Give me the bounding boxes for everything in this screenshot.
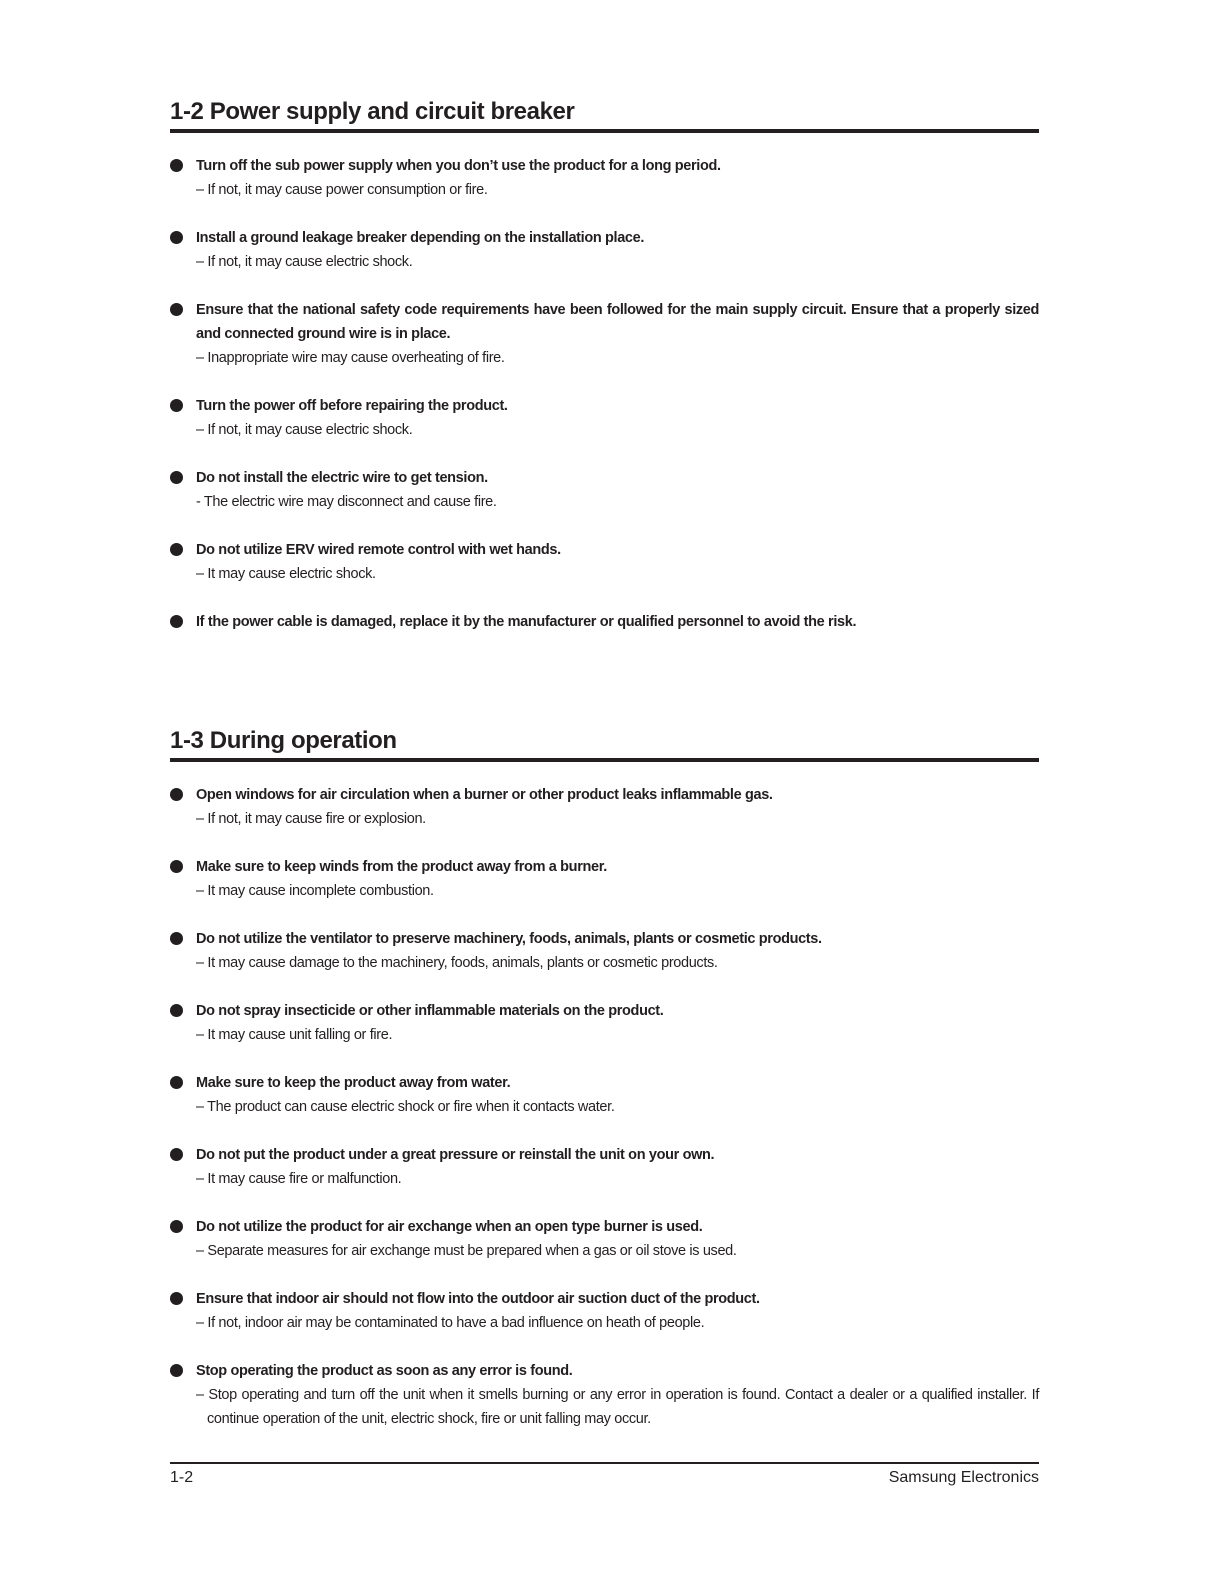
bullet-icon <box>170 471 183 484</box>
item-title: Do not utilize the ventilator to preserve machinery, foods, animals, plants or cosmetic products. <box>196 931 822 947</box>
bullet-icon <box>170 932 183 945</box>
bullet-icon <box>170 231 183 244</box>
item-title: Do not put the product under a great pressure or reinstall the unit on your own. <box>196 1147 715 1163</box>
item-note: – The product can cause electric shock or fire when it contacts water. <box>196 1099 615 1115</box>
section-during-operation <box>170 727 1039 1455</box>
list-item <box>170 1215 1039 1263</box>
item-title: Do not install the electric wire to get tension. <box>196 470 488 486</box>
bullet-icon <box>170 303 183 316</box>
item-title: Ensure that the national safety code requirements have been followed for the main supply circuit. Ensure that a properly sized and connected ground wire is in place. <box>196 302 1039 342</box>
list-item <box>170 927 1039 975</box>
list-item <box>170 538 1039 586</box>
item-list <box>170 783 1039 1431</box>
item-title: Install a ground leakage breaker depending on the installation place. <box>196 230 645 246</box>
list-item <box>170 1287 1039 1335</box>
item-note: – Stop operating and turn off the unit when it smells burning or any error in operation is found. Contact a dealer or a qualified installer. If continue operation of the unit, electric shock, fire or unit falling may occur. <box>196 1387 1039 1427</box>
list-item <box>170 466 1039 514</box>
bullet-icon <box>170 1292 183 1305</box>
item-title: If the power cable is damaged, replace it by the manufacturer or qualified personnel to avoid the risk. <box>196 614 857 630</box>
item-title: Do not utilize ERV wired remote control with wet hands. <box>196 542 561 558</box>
item-list <box>170 154 1039 634</box>
section-title: 1-3 During operation <box>170 727 1039 762</box>
list-item <box>170 298 1039 370</box>
bullet-icon <box>170 615 183 628</box>
list-item <box>170 610 1039 634</box>
item-title: Stop operating the product as soon as any error is found. <box>196 1363 573 1379</box>
item-note: – Inappropriate wire may cause overheating of fire. <box>196 350 505 366</box>
section-power-supply <box>170 98 1039 658</box>
item-note: – It may cause fire or malfunction. <box>196 1171 402 1187</box>
list-item <box>170 1071 1039 1119</box>
item-note: – It may cause unit falling or fire. <box>196 1027 393 1043</box>
item-note: – If not, it may cause electric shock. <box>196 422 413 438</box>
item-title: Open windows for air circulation when a burner or other product leaks inflammable gas. <box>196 787 773 803</box>
bullet-icon <box>170 1364 183 1377</box>
list-item <box>170 154 1039 202</box>
list-item <box>170 999 1039 1047</box>
company-name: Samsung Electronics <box>888 1469 1039 1486</box>
bullet-icon <box>170 1148 183 1161</box>
page-footer <box>170 1462 1039 1489</box>
list-item <box>170 783 1039 831</box>
item-note: – Separate measures for air exchange must be prepared when a gas or oil stove is used. <box>196 1243 737 1259</box>
item-note: – If not, it may cause electric shock. <box>196 254 413 270</box>
list-item <box>170 226 1039 274</box>
bullet-icon <box>170 860 183 873</box>
bullet-icon <box>170 1004 183 1017</box>
list-item <box>170 855 1039 903</box>
bullet-icon <box>170 543 183 556</box>
item-note: – If not, it may cause power consumption or fire. <box>196 182 488 198</box>
list-item <box>170 394 1039 442</box>
item-title: Do not utilize the product for air exchange when an open type burner is used. <box>196 1219 703 1235</box>
item-title: Make sure to keep the product away from water. <box>196 1075 511 1091</box>
bullet-icon <box>170 159 183 172</box>
item-title: Ensure that indoor air should not flow into the outdoor air suction duct of the product. <box>196 1291 760 1307</box>
item-note: – It may cause electric shock. <box>196 566 376 582</box>
section-title: 1-2 Power supply and circuit breaker <box>170 98 1039 133</box>
bullet-icon <box>170 788 183 801</box>
item-note: - The electric wire may disconnect and cause fire. <box>196 494 497 510</box>
item-title: Do not spray insecticide or other inflammable materials on the product. <box>196 1003 664 1019</box>
item-note: – It may cause incomplete combustion. <box>196 883 434 899</box>
page-number: 1-2 <box>170 1469 194 1486</box>
item-note: – It may cause damage to the machinery, foods, animals, plants or cosmetic products. <box>196 955 718 971</box>
list-item <box>170 1143 1039 1191</box>
bullet-icon <box>170 1220 183 1233</box>
item-title: Turn off the sub power supply when you don’t use the product for a long period. <box>196 158 721 174</box>
bullet-icon <box>170 1076 183 1089</box>
bullet-icon <box>170 399 183 412</box>
item-note: – If not, indoor air may be contaminated to have a bad influence on heath of people. <box>196 1315 705 1331</box>
item-title: Make sure to keep winds from the product away from a burner. <box>196 859 607 875</box>
item-title: Turn the power off before repairing the product. <box>196 398 508 414</box>
list-item <box>170 1359 1039 1431</box>
item-note: – If not, it may cause fire or explosion. <box>196 811 426 827</box>
